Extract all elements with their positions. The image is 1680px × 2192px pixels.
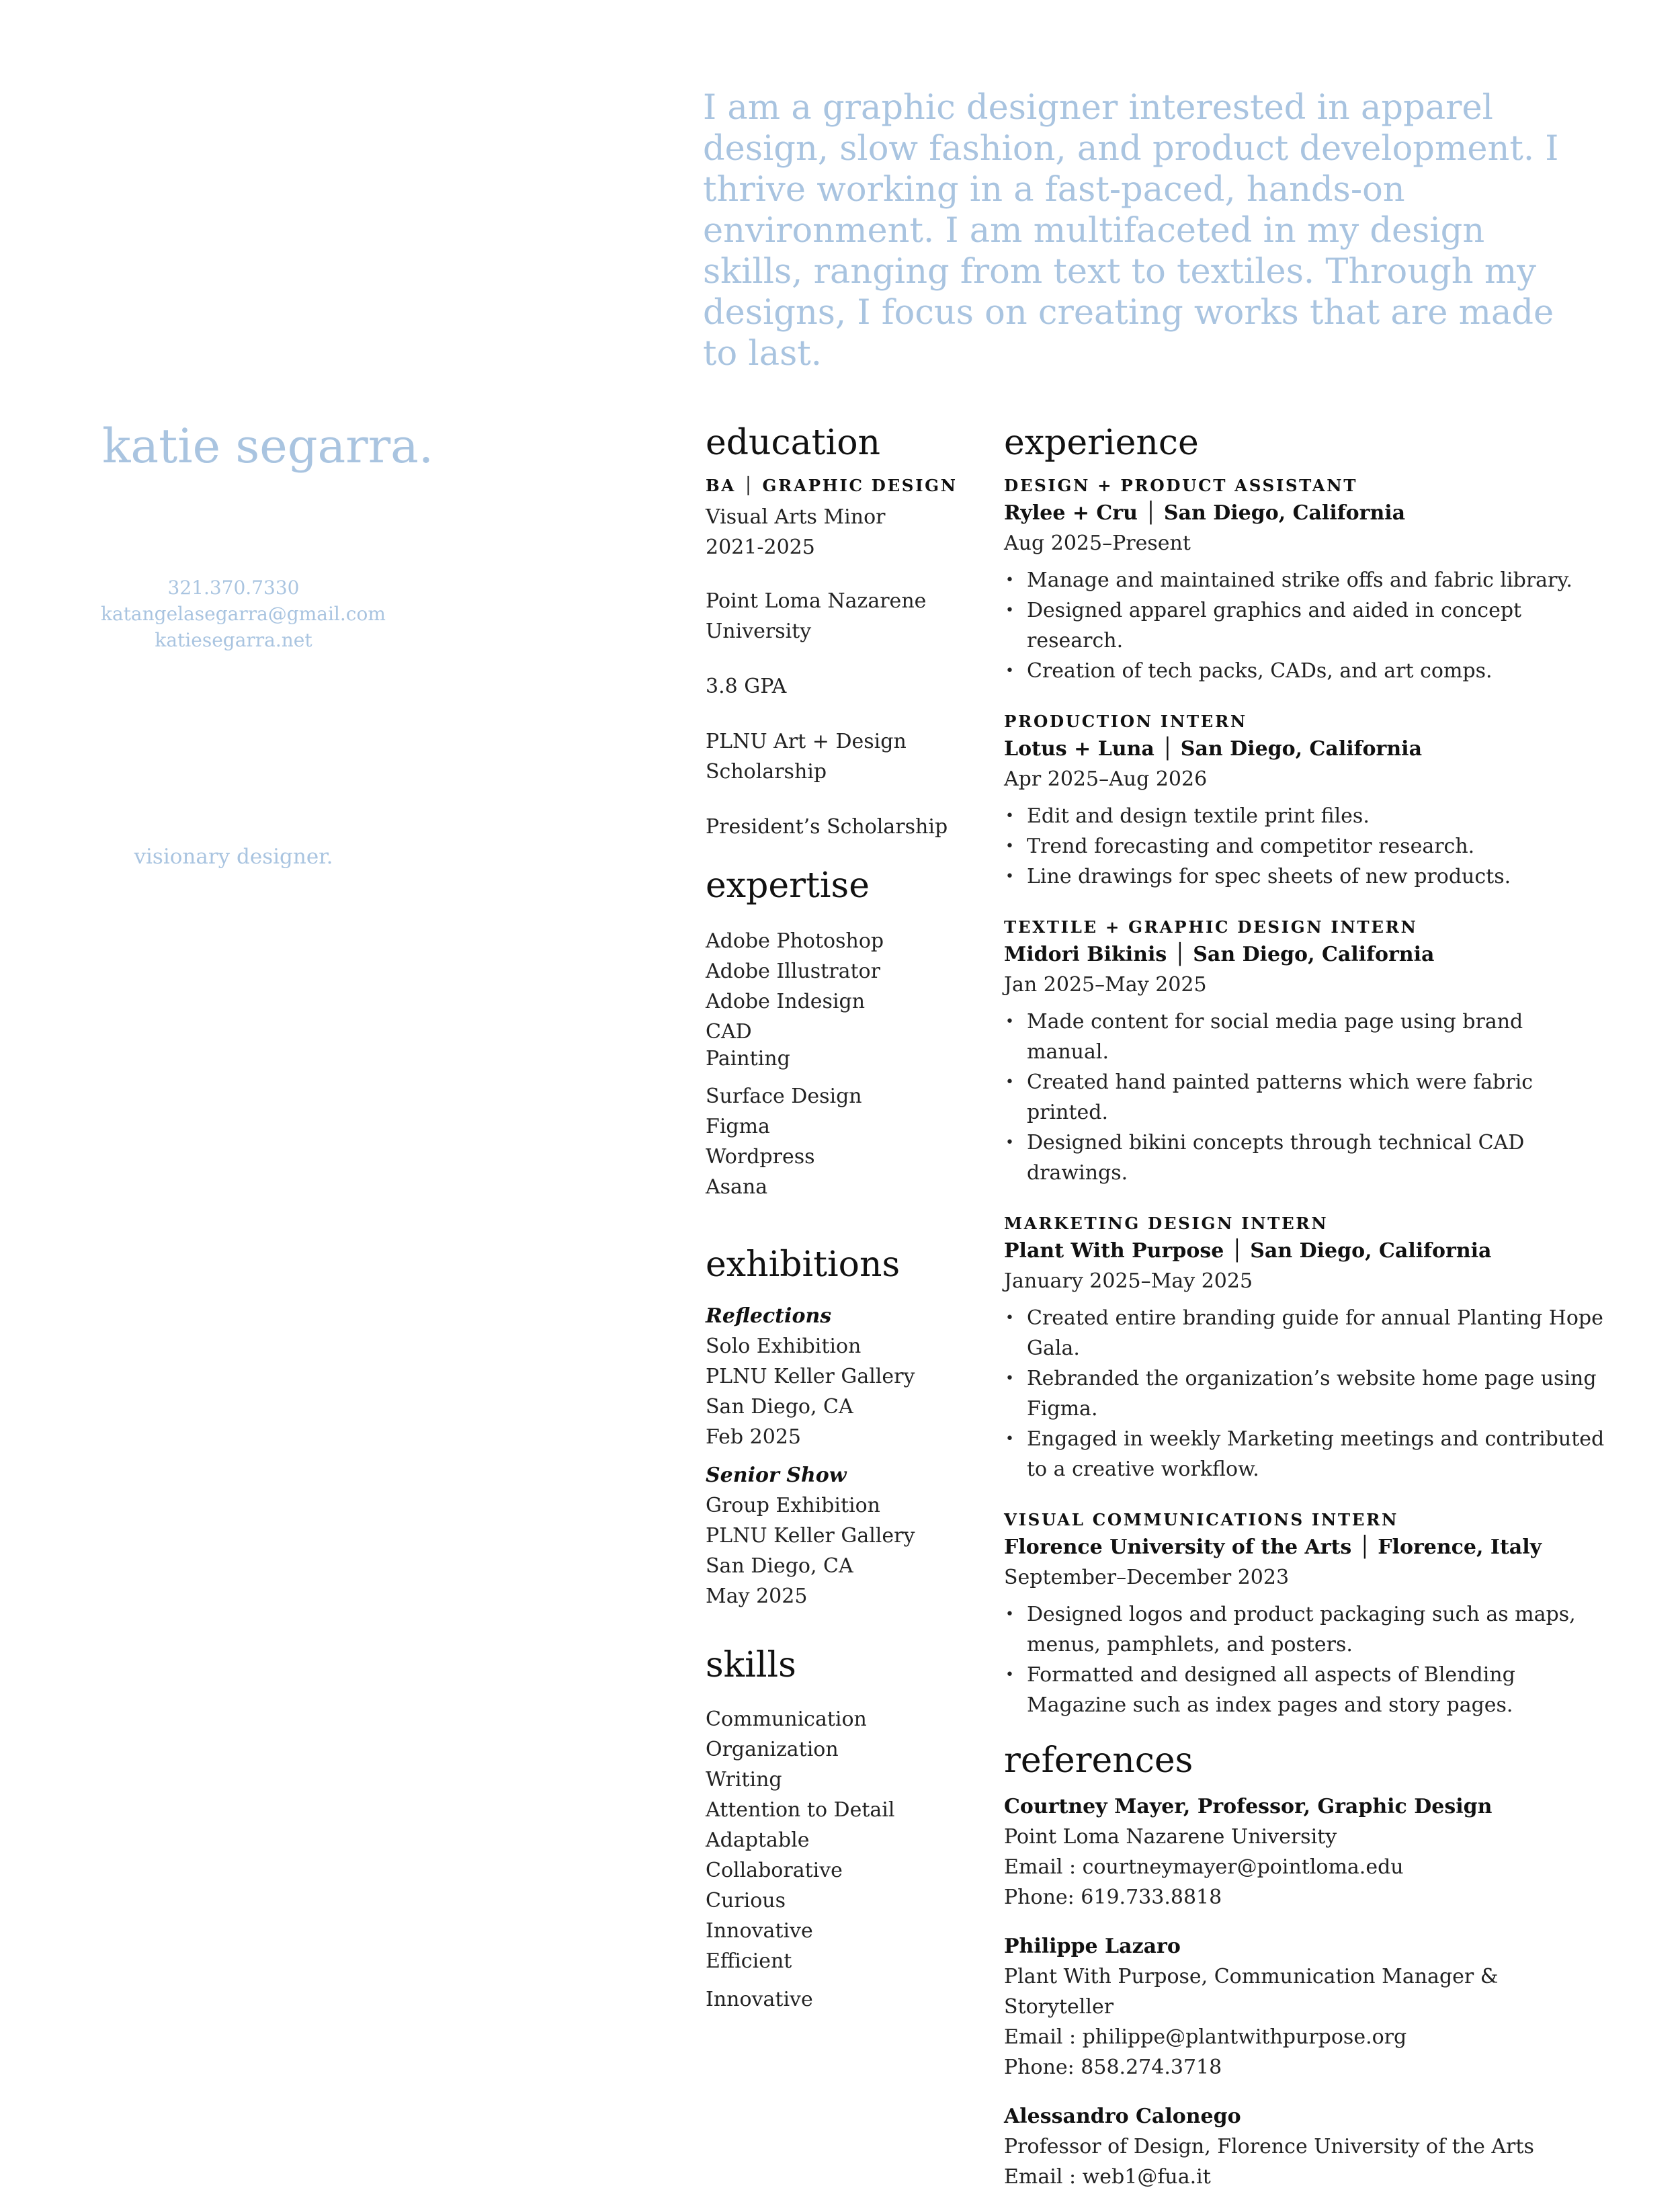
reference-phone[interactable]: Phone: 858.274.3718 xyxy=(1004,2056,1222,2079)
job-bullets xyxy=(1004,801,1609,892)
reference-line: Professor of Design, Florence University of the Arts xyxy=(1004,2135,1534,2158)
job-company: Midori Bikinis │ San Diego, California xyxy=(1004,943,1435,966)
exhibition-line: San Diego, CA xyxy=(706,1395,853,1419)
intro-statement: I am a graphic designer interested in apparel design, slow fashion, and product development. I thrive working in a fast-paced, hands-on environment. I am multifaceted in my design skills, ranging from text to textiles. Through my designs, I focus on creating works that are made to last. xyxy=(703,88,1559,374)
education-award1-line1: PLNU Art + Design xyxy=(706,730,907,753)
job-title: PRODUCTION INTERN xyxy=(1004,712,1247,731)
job-dates: September–December 2023 xyxy=(1004,1566,1290,1589)
list-item: Wordpress xyxy=(706,1145,815,1169)
expertise-heading: expertise xyxy=(706,866,870,906)
bullet-item: • Trend forecasting and competitor research. xyxy=(1004,831,1609,861)
skills-list xyxy=(706,1704,974,2015)
job-title: VISUAL COMMUNICATIONS INTERN xyxy=(1004,1510,1398,1529)
job-company: Rylee + Cru │ San Diego, California xyxy=(1004,501,1406,525)
bullet-item: • Formatted and designed all aspects of Blending Magazine such as index pages and story pages. xyxy=(1004,1660,1609,1720)
exhibition-line: Group Exhibition xyxy=(706,1494,880,1517)
education-years: 2021-2025 xyxy=(706,536,815,559)
list-item: Adobe Illustrator xyxy=(706,960,880,983)
exhibition-line: Solo Exhibition xyxy=(706,1335,862,1358)
references-heading: references xyxy=(1004,1740,1193,1781)
job-title: DESIGN + PRODUCT ASSISTANT xyxy=(1004,476,1358,495)
list-item: Adobe Indesign xyxy=(706,990,866,1013)
contact-email[interactable]: katangelasegarra@gmail.com xyxy=(101,603,386,625)
contact-block xyxy=(101,575,386,653)
job-company: Lotus + Luna │ San Diego, California xyxy=(1004,737,1423,761)
list-item: Collaborative xyxy=(706,1859,843,1882)
contact-website[interactable]: katiesegarra.net xyxy=(155,629,312,651)
reference-entry xyxy=(1004,2101,1609,2192)
reference-line: Plant With Purpose, Communication Manager & Storyteller xyxy=(1004,1965,1499,2019)
reference-email[interactable]: Email : courtneymayer@pointloma.edu xyxy=(1004,1855,1404,1879)
education-heading: education xyxy=(706,423,880,463)
expertise-list xyxy=(706,926,974,1202)
job-entry xyxy=(1004,915,1609,1188)
experience-heading: experience xyxy=(1004,423,1199,463)
exhibitions-heading: exhibitions xyxy=(706,1245,900,1285)
list-item: Figma xyxy=(706,1115,770,1138)
exhibition-title: Senior Show xyxy=(706,1464,847,1487)
bullet-item: • Designed logos and product packaging such as maps, menus, pamphlets, and posters. xyxy=(1004,1599,1609,1660)
education-minor: Visual Arts Minor xyxy=(706,505,886,529)
exhibition-line: May 2025 xyxy=(706,1585,808,1608)
exhibition-item xyxy=(706,1460,974,1611)
bullet-item: • Manage and maintained strike offs and fabric library. xyxy=(1004,565,1609,595)
list-item: Attention to Detail xyxy=(706,1798,895,1822)
reference-phone[interactable]: Phone: 619.733.8818 xyxy=(1004,1886,1222,1909)
tagline: visionary designer. xyxy=(134,845,333,869)
job-dates: Aug 2025–Present xyxy=(1004,532,1191,555)
job-entry xyxy=(1004,710,1609,892)
reference-email[interactable]: Email : philippe@plantwithpurpose.org xyxy=(1004,2025,1407,2049)
right-column xyxy=(1004,420,1609,2192)
list-item: Surface Design xyxy=(706,1085,862,1108)
list-item: Adaptable xyxy=(706,1828,810,1852)
reference-name: Courtney Mayer, Professor, Graphic Design xyxy=(1004,1795,1493,1818)
bullet-item: • Line drawings for spec sheets of new products. xyxy=(1004,861,1609,892)
education-award1-line2: Scholarship xyxy=(706,760,827,784)
bullet-item: • Edit and design textile print files. xyxy=(1004,801,1609,831)
job-bullets xyxy=(1004,1599,1609,1720)
list-item: CAD xyxy=(706,1020,752,1044)
job-entry xyxy=(1004,474,1609,686)
job-bullets xyxy=(1004,1007,1609,1188)
bullet-item: • Rebranded the organization’s website home page using Figma. xyxy=(1004,1363,1609,1424)
list-item: Innovative xyxy=(706,1919,813,1943)
reference-entry xyxy=(1004,1791,1609,1912)
education-school-line1: Point Loma Nazarene xyxy=(706,589,927,613)
bullet-item: • Created hand painted patterns which were fabric printed. xyxy=(1004,1067,1609,1128)
reference-name: Alessandro Calonego xyxy=(1004,2105,1241,2128)
bullet-item: • Created entire branding guide for annual Planting Hope Gala. xyxy=(1004,1303,1609,1363)
bullet-item: • Creation of tech packs, CADs, and art comps. xyxy=(1004,656,1609,686)
education-details xyxy=(706,502,974,842)
bullet-item: • Designed bikini concepts through technical CAD drawings. xyxy=(1004,1128,1609,1188)
list-item: Innovative xyxy=(706,1988,813,2011)
job-dates: Apr 2025–Aug 2026 xyxy=(1004,767,1208,791)
job-bullets xyxy=(1004,565,1609,686)
job-dates: January 2025–May 2025 xyxy=(1004,1269,1253,1293)
reference-entry xyxy=(1004,1931,1609,2082)
reference-email[interactable]: Email : web1@fua.it xyxy=(1004,2165,1211,2189)
job-title: MARKETING DESIGN INTERN xyxy=(1004,1214,1329,1233)
skills-heading: skills xyxy=(706,1645,796,1685)
education-award2: President’s Scholarship xyxy=(706,815,948,839)
list-item: Asana xyxy=(706,1175,768,1199)
education-gpa: 3.8 GPA xyxy=(706,675,787,698)
reference-name: Philippe Lazaro xyxy=(1004,1935,1181,1958)
education-degree: BA │ GRAPHIC DESIGN xyxy=(706,476,958,495)
list-item: Writing xyxy=(706,1768,782,1791)
list-item: Efficient xyxy=(706,1949,792,1973)
job-entry xyxy=(1004,1212,1609,1484)
exhibition-line: San Diego, CA xyxy=(706,1554,853,1578)
list-item: Adobe Photoshop xyxy=(706,929,884,953)
job-entry xyxy=(1004,1508,1609,1720)
education-school-line2: University xyxy=(706,620,812,643)
job-company: Florence University of the Arts │ Florence, Italy xyxy=(1004,1535,1542,1559)
list-item: Curious xyxy=(706,1889,786,1912)
bullet-item: • Engaged in weekly Marketing meetings and contributed to a creative workflow. xyxy=(1004,1424,1609,1484)
job-title: TEXTILE + GRAPHIC DESIGN INTERN xyxy=(1004,917,1418,937)
bullet-item: • Made content for social media page using brand manual. xyxy=(1004,1007,1609,1067)
left-column xyxy=(706,420,974,2015)
list-item: Organization xyxy=(706,1738,839,1761)
candidate-name: katie segarra. xyxy=(102,419,434,474)
job-company: Plant With Purpose │ San Diego, California xyxy=(1004,1239,1492,1263)
exhibition-line: PLNU Keller Gallery xyxy=(706,1524,915,1548)
reference-line: Point Loma Nazarene University xyxy=(1004,1825,1337,1849)
exhibition-line: PLNU Keller Gallery xyxy=(706,1365,915,1388)
job-bullets xyxy=(1004,1303,1609,1484)
list-item: Communication xyxy=(706,1708,867,1731)
contact-phone[interactable]: 321.370.7330 xyxy=(167,577,300,599)
list-item: Painting xyxy=(706,1047,790,1070)
bullet-item: • Designed apparel graphics and aided in concept research. xyxy=(1004,595,1609,656)
exhibition-line: Feb 2025 xyxy=(706,1425,802,1449)
exhibition-title: Reflections xyxy=(706,1304,832,1328)
exhibition-item xyxy=(706,1301,974,1452)
job-dates: Jan 2025–May 2025 xyxy=(1004,973,1207,997)
